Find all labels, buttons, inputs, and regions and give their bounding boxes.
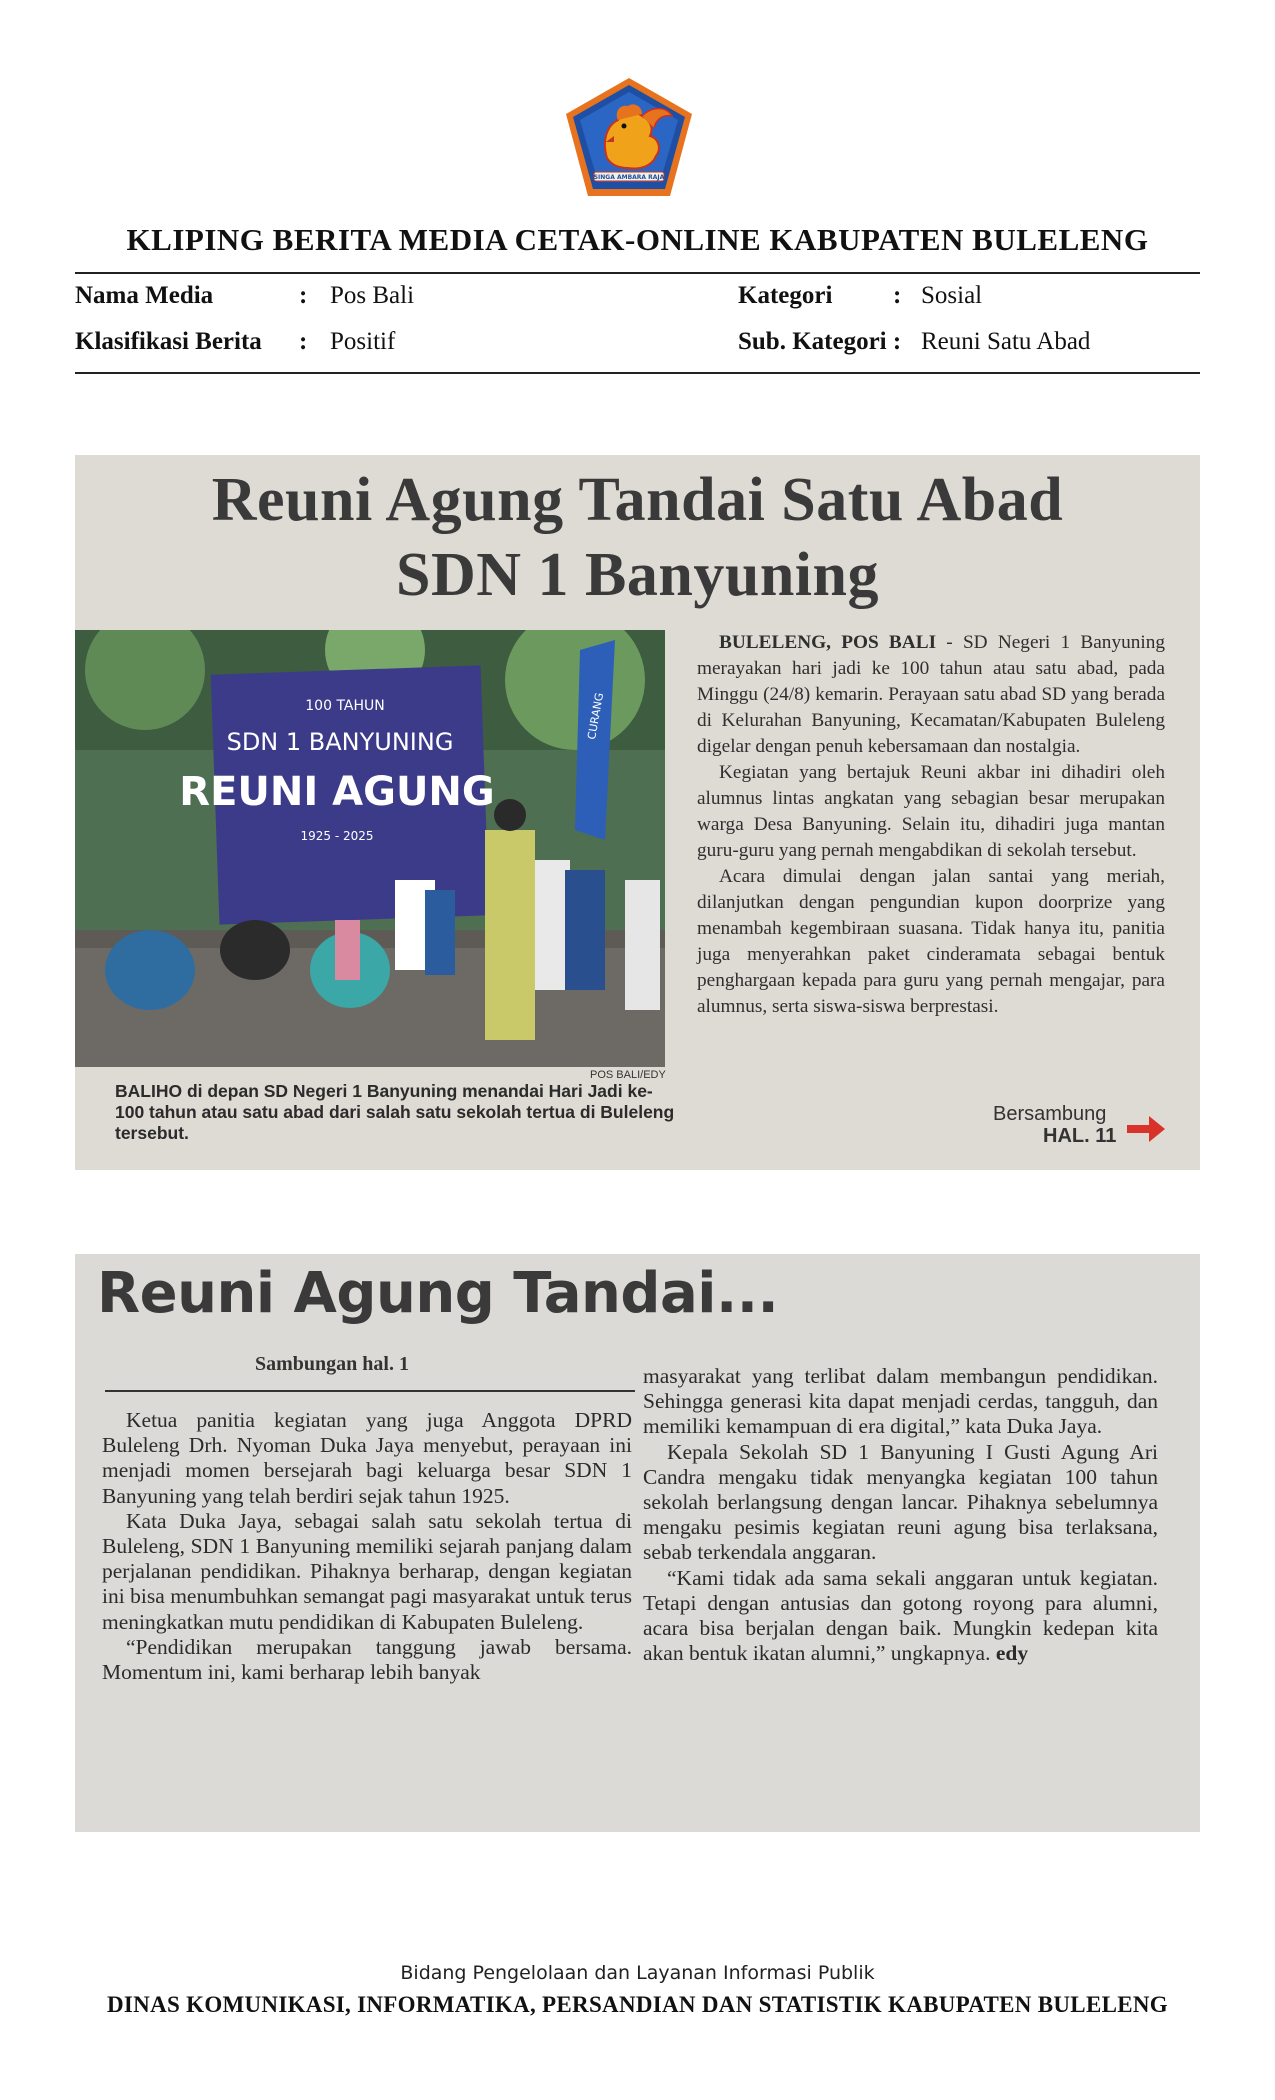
meta-row-2	[75, 328, 1200, 364]
svg-text:REUNI AGUNG: REUNI AGUNG	[179, 769, 495, 815]
continued-label: Bersambung	[993, 1103, 1107, 1125]
article-column-left	[102, 1408, 632, 1685]
headline-line-1: Reuni Agung Tandai Satu Abad	[211, 466, 1064, 534]
sub-kategori-label: Sub. Kategori :	[738, 328, 902, 355]
article-paragraph-2: Kegiatan yang bertajuk Reuni akbar ini dihadiri oleh alumnus lintas angkatan yang sebagian besar merupakan warga Desa Banyuning. Selain itu, dihadiri juga mantan guru-guru yang pernah mengabdikan di sekolah tersebut.	[697, 762, 1165, 861]
article-paragraph-3: Acara dimulai dengan jalan santai yang meriah, dilanjutkan dengan pengundian kupon doorprize yang menambah kegembiraan suasana. Tidak hanya itu, panitia juga menyerahkan paket cinderamata sebagai bentuk penghargaan kepada para guru yang pernah mengajar, para alumnus, serta siswa-siswa berprestasi.	[697, 866, 1165, 1017]
article-body	[697, 630, 1165, 1020]
continued-page: HAL. 11	[1043, 1125, 1117, 1147]
lion-emblem-icon	[562, 76, 696, 198]
article-paragraph: Kepala Sekolah SD 1 Banyuning I Gusti Agung Ari Candra mengaku tidak menyangka kegiatan 100 tahun sekolah berlangsung dengan lancar. Pihaknya sebelumnya mengaku pesimis kegiatan reuni agung bisa terlaksana, sebab terkendala anggaran.	[643, 1439, 1158, 1565]
svg-text:CURANG: CURANG	[585, 691, 607, 741]
continuation-headline: Reuni Agung Tandai...	[97, 1261, 779, 1326]
klasifikasi-label: Klasifikasi Berita	[75, 328, 262, 355]
arrow-right-icon	[1125, 1113, 1167, 1145]
kategori-label: Kategori	[738, 282, 833, 309]
byline: edy	[995, 1641, 1029, 1666]
colon: :	[299, 328, 308, 355]
photo-credit: POS BALI/EDY	[590, 1069, 666, 1081]
article-paragraph-1: BULELENG, POS BALI - SD Negeri 1 Banyuning merayakan hari jadi ke 100 tahun atau satu abad, pada Minggu (24/8) kemarin. Perayaan satu abad SD yang berada di Kelurahan Banyuning, Kecamatan/Kabupaten Buleleng digelar dengan penuh kebersamaan dan nostalgia.	[697, 632, 1165, 757]
footer-division: Bidang Pengelolaan dan Layanan Informasi Publik	[400, 1962, 875, 1984]
headline-line-2: SDN 1 Banyuning	[395, 541, 880, 609]
news-clipping-continuation	[75, 1254, 1200, 1832]
svg-text:SDN 1 BANYUNING: SDN 1 BANYUNING	[226, 728, 454, 756]
sub-kategori-value: Reuni Satu Abad	[921, 328, 1091, 355]
article-paragraph: Ketua panitia kegiatan yang juga Anggota DPRD Buleleng Drh. Nyoman Duka Jaya menyebut, perayaan ini menjadi momen bersejarah bagi keluarga besar SDN 1 Banyuning yang telah berdiri sejak tahun 1925.	[102, 1408, 632, 1508]
photo-caption: BALIHO di depan SD Negeri 1 Banyuning menandai Hari Jadi ke-100 tahun atau satu abad dari salah satu sekolah tertua di Buleleng tersebut.	[115, 1081, 675, 1143]
sambungan-label: Sambungan hal. 1	[255, 1353, 409, 1375]
colon: :	[893, 282, 902, 309]
kategori-value: Sosial	[921, 282, 983, 309]
sambungan-rule	[105, 1390, 635, 1392]
news-clipping-front-page	[75, 455, 1200, 1170]
klasifikasi-value: Positif	[330, 328, 396, 355]
kabupaten-logo	[562, 76, 696, 198]
article-column-right	[643, 1364, 1158, 1666]
article-paragraph: masyarakat yang terlibat dalam membangun pendidikan. Sehingga generasi kita dapat menjadi cerdas, tangguh, dan memiliki kemampuan di era digital,” kata Duka Jaya.	[643, 1364, 1158, 1439]
nama-media-value: Pos Bali	[330, 282, 415, 309]
svg-text:SINGA AMBARA RAJA: SINGA AMBARA RAJA	[593, 174, 665, 181]
document-title: KLIPING BERITA MEDIA CETAK-ONLINE KABUPATEN BULELENG	[126, 222, 1149, 257]
header-divider	[75, 272, 1200, 274]
colon: :	[299, 282, 308, 309]
meta-divider	[75, 372, 1200, 374]
svg-text:1925 - 2025: 1925 - 2025	[300, 829, 374, 843]
article-paragraph: “Kami tidak ada sama sekali anggaran untuk kegiatan. Tetapi dengan antusias dan gotong royong para alumni, acara bisa berjalan dengan baik. Mungkin kedepan kita akan bentuk ikatan alumni,” ungkapnya. edy	[643, 1565, 1158, 1666]
article-paragraph: “Pendidikan merupakan tanggung jawab bersama. Momentum ini, kami berharap lebih banyak	[102, 1634, 632, 1685]
article-paragraph: Kata Duka Jaya, sebagai salah satu sekolah tertua di Buleleng, SDN 1 Banyuning memiliki sejarah panjang dalam perjalanan pendidikan. Pihaknya berharap, dengan kegiatan ini bisa menumbuhkan semangat pagi masyarakat untuk terus meningkatkan mutu pendidikan di Kabupaten Buleleng.	[102, 1508, 632, 1634]
dateline: BULELENG, POS BALI	[719, 632, 937, 653]
footer-agency: DINAS KOMUNIKASI, INFORMATIKA, PERSANDIAN DAN STATISTIK KABUPATEN BULELENG	[107, 1992, 1168, 2017]
continued-notice	[993, 1103, 1116, 1147]
svg-text:100 TAHUN: 100 TAHUN	[305, 698, 385, 714]
meta-row-1	[75, 282, 1200, 318]
nama-media-label: Nama Media	[75, 282, 214, 309]
news-photo	[75, 630, 665, 1067]
